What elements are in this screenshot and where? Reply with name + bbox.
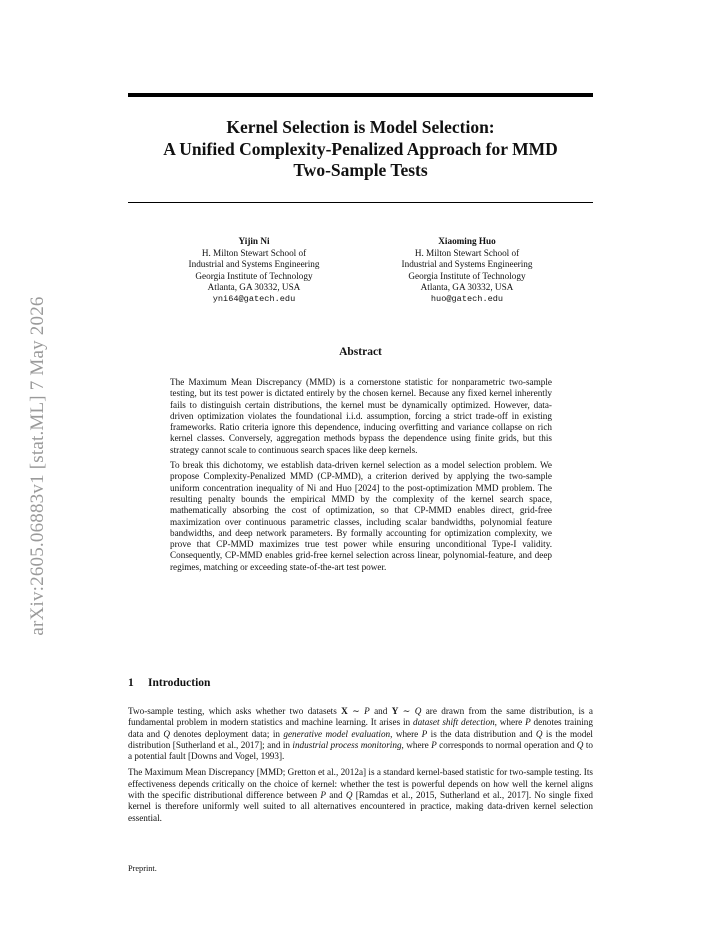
introduction-body bbox=[128, 706, 593, 829]
intro-paragraph-2: The Maximum Mean Discrepancy [MMD; Gretton et al., 2012a] is a standard kernel-based statistic for two-sample testing. Its effectiveness depends critically on the choice of kernel: whether the test is powerful depends on how well the kernel aligns with the specific distributional difference between P and Q [Ramdas et al., 2015, Sutherland et al., 2017]. No single fixed kernel is therefore uniformly well suited to all alternatives encountered in practice, making data-driven kernel selection essential. bbox=[128, 767, 593, 823]
intro-paragraph-1: Two-sample testing, which asks whether two datasets X ∼ P and Y ∼ Q are drawn from the same distribution, is a fundamental problem in modern statistics and machine learning. It arises in dataset shift detection, where P denotes training data and Q denotes deployment data; in generative model evaluation, where P is the data distribution and Q is the model distribution [Sutherland et al., 2017]; and in industrial process monitoring, where P corresponds to normal operation and Q to a potential fault [Downs and Vogel, 1993]. bbox=[128, 706, 594, 762]
preprint-footer: Preprint. bbox=[128, 864, 157, 873]
section-title: Introduction bbox=[148, 677, 211, 689]
section-heading bbox=[128, 677, 210, 689]
abstract-body bbox=[170, 377, 552, 577]
arxiv-identifier-stamp: arXiv:2605.06883v1 [stat.ML] 7 May 2026 bbox=[27, 296, 48, 636]
abstract-paragraph-2: To break this dichotomy, we establish data-driven kernel selection as a model selection problem. We propose Complexity-Penalized MMD (CP-MMD), a criterion derived by applying the two-sample uniform concentration inequality of Ni and Huo [2024] to the post-optimization MMD problem. The resulting penalty bounds the empirical MMD by the complexity of the kernel search space, mathematically absorbing the cost of optimization, so that CP-MMD enables direct, grid-free maximization over continuous parametric classes, including scalar bandwidths, polynomial feature bandwidths, and deep network parameters. By formally accounting for optimization complexity, we prove that CP-MMD maximizes true test power while ensuring unconditional Type-I validity. Consequently, CP-MMD enables grid-free kernel selection across linear, polynomial-feature, and deep regimes, matching or exceeding state-of-the-art test power. bbox=[170, 460, 552, 572]
author-affiliation: H. Milton Stewart School of bbox=[414, 247, 520, 258]
author-affiliation: Industrial and Systems Engineering bbox=[188, 259, 320, 270]
abstract-heading: Abstract bbox=[339, 346, 382, 358]
author-affiliation: H. Milton Stewart School of bbox=[201, 247, 307, 258]
title-top-rule bbox=[128, 93, 593, 97]
title-line-1: Kernel Selection is Model Selection: bbox=[226, 117, 495, 137]
paper-title bbox=[128, 117, 593, 182]
author-address: Atlanta, GA 30332, USA bbox=[207, 282, 301, 293]
section-number: 1 bbox=[128, 677, 134, 689]
author-address: Atlanta, GA 30332, USA bbox=[420, 282, 514, 293]
abstract-paragraph-1: The Maximum Mean Discrepancy (MMD) is a cornerstone statistic for nonparametric two-sample testing, but its test power is dictated entirely by the chosen kernel. Because any fixed kernel inherently fails to distinguish certain distributions, the kernel must be dynamically optimized. However, data-driven optimization violates the foundational i.i.d. assumption, forcing a strict trade-off in existing frameworks. Ratio criteria ignore this dependence, inducing overfitting and variance collapse on rich kernel classes. Conversely, aggregation methods bypass the dependence using finite grids, but this strategy cannot scale to continuous search spaces like deep kernels. bbox=[170, 377, 552, 455]
author-block-1 bbox=[154, 236, 354, 306]
author-name: Xiaoming Huo bbox=[438, 236, 496, 246]
author-affiliation: Georgia Institute of Technology bbox=[408, 270, 526, 281]
title-line-2: A Unified Complexity-Penalized Approach for MMD bbox=[163, 138, 558, 159]
author-block-2 bbox=[367, 236, 567, 306]
title-bottom-rule bbox=[128, 202, 593, 203]
author-name: Yijin Ni bbox=[238, 236, 270, 246]
author-email[interactable]: huo@gatech.edu bbox=[430, 293, 504, 304]
author-email[interactable]: yni64@gatech.edu bbox=[212, 293, 296, 304]
author-affiliation: Industrial and Systems Engineering bbox=[401, 259, 533, 270]
author-affiliation: Georgia Institute of Technology bbox=[195, 270, 313, 281]
title-line-3: Two-Sample Tests bbox=[293, 160, 428, 180]
